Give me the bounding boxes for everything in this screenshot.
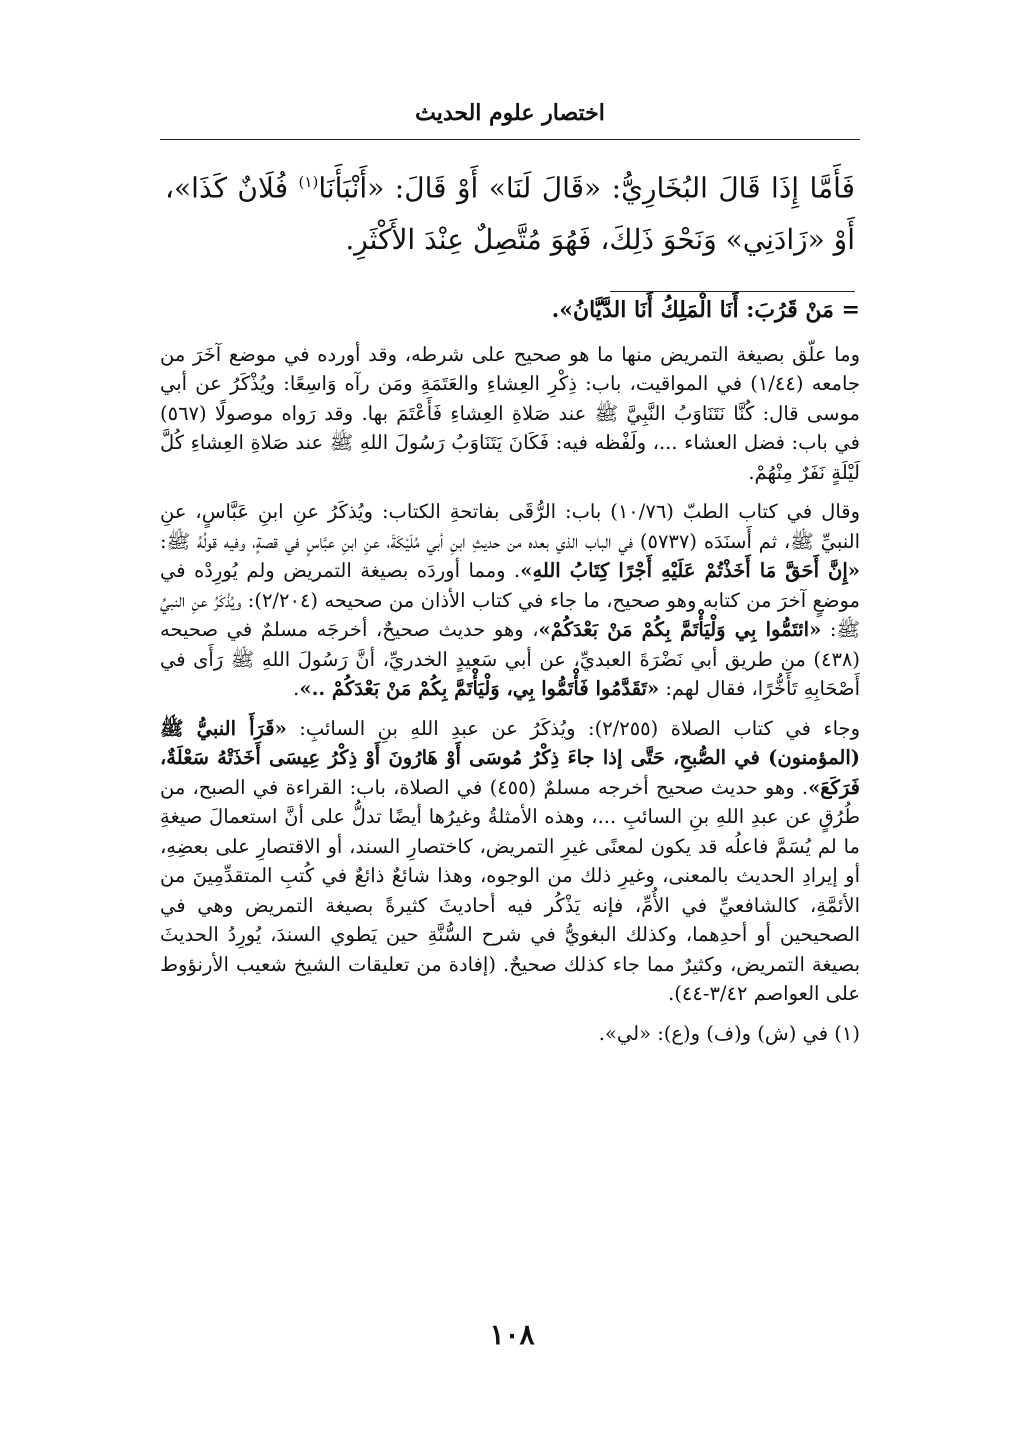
- note-paragraph-1: وما علّق بصيغة التمريض منها ما هو صحيح على شرطه، وقد أورده في موضع آخَرَ من جامعه (١/٤٤) في المواقيت، باب: ذِكْرِ العِشاءِ والعَتَمَةِ ومَن رآه وَاسِعًا: ويُذْكَرُ عن أبي موسى قال: كُنَّا نَتَنَاوَبُ النَّبِيَّ ﷺ عند صَلاةِ العِشاءِ فَأَعْتَمَ بها. وقد رَواه موصولًا (٥٦٧) في باب: فضل العشاء ...، ولَفْظه فيه: فَكَانَ يَتَنَاوَبُ رَسُولَ اللهِ ﷺ عند صَلاةِ العِشاءِ كُلَّ لَيْلَةٍ نَفَرٌ مِنْهُمْ.: [160, 342, 860, 484]
- hadith-quote-2: «ائتَمُّوا بِي وَلْيَأْتَمَّ بِكُمْ مَنْ بَعْدَكُمْ»: [538, 618, 822, 641]
- notes-section: [160, 296, 860, 1058]
- header-rule: [160, 139, 860, 140]
- main-text-part-1: فَأَمَّا إِذَا قَالَ البُخَارِيُّ: «قَالَ لَنَا» أَوْ قَالَ: «أَنْبَأَنَا: [318, 171, 855, 205]
- note-paragraph-2-a: وقال في كتاب الطبّ (١٠/٧٦) باب: الرُّقَى بفاتحةِ الكتاب: ويُذكَرُ عنِ ابنِ عَبَّاسٍ، عنِ النبيِّ ﷺ، ثم أَسنَدَه (٥٧٣٧) في الباب الذي بعده من حديثِ ابنِ أبي مُلَيْكَةَ، عنِ ابنِ عبَّاسٍ في قصةٍ، وفيه قولُهُ ﷺ:: [160, 500, 861, 553]
- note-paragraph-2-d: .: [293, 677, 300, 700]
- footnote-1: (١) في (ش) و(ف) و(ع): «لي».: [598, 1021, 860, 1045]
- note-paragraph-2-c: ، وهو حديث صحيحٌ، أخرجَه مسلمٌ في صحيحه (٤٣٨) من طريق أبي نَضْرَةَ العبديِّ، عن أبي سَعيدٍ الخدريِّ، أنَّ رَسُولَ اللهِ ﷺ رَأَى في أَصْحَابِهِ تَأَخُّرًا، فقال لهم:: [160, 618, 860, 700]
- hadith-quote-3: «تَقَدَّمُوا فَأْتَمُّوا بِي، وَلْيَأْتَمَّ بِكُمْ مَنْ بَعْدَكُمْ ..»: [299, 677, 660, 700]
- note-continuation-line: = مَنْ قَرُبَ: أَنَا الْمَلِكُ أَنَا الدَّيَّانُ».: [551, 297, 860, 323]
- note-paragraph-3-b: . وهو حديث صحيح أخرجه مسلمٌ (٤٥٥) في الصلاة، باب: القراءة في الصبح، من طُرُقٍ عن عبدِ اللهِ بنِ السائبِ ...، وهذه الأمثلةُ وغيرُها أيضًا تدلُّ على أنَّ استعمالَ صيغةِ ما لم يُسَمَّ فاعلُه قد يكون لمعنًى غيرِ التمريض، كاختصارِ السند، أو الاقتصارِ على بعضِهِ، أو إيرادِ الحديث بالمعنى، وغيرِ ذلك من الوجوه، وهذا شائعٌ ذائعٌ في كُتبِ المتقدِّمِينَ من الأئمَّةِ، كالشافعيِّ في الأُمِّ، فإنه يَذْكُر فيه أحاديثَ كثيرةً بصيغة التمريض وهي في الصحيحين أو أحدِهما، وكذلك البغويُّ في شرح السُّنَّةِ حين يَطوي السندَ، يُورِدُ الحديثَ بصيغة التمريض، وكثيرٌ مما جاء كذلك صحيحٌ. (إفادة من تعليقات الشيخ شعيب الأرنؤوط على العواصم ٣/٤٢-٤٤).: [160, 775, 860, 1005]
- page-number: ١٠٨: [489, 1318, 535, 1351]
- main-text-part-2: فُلَانٌ كَذَا»، أَوْ «زَادَنِي» وَنَحْوَ ذَلِكَ، فَهُوَ مُتَّصِلٌ عِنْدَ الأَكْثَرِ.: [165, 171, 855, 257]
- main-text: [165, 156, 855, 266]
- note-paragraph-3-a: وجاء في كتاب الصلاة (٢/٢٥٥): ويُذكَرُ عن عبدِ اللهِ بنِ السائبِ:: [286, 716, 860, 740]
- note-paragraph-2-b: . ومما أوردَه بصيغة التمريض ولم يُورِدْه في موضعٍ آخرَ من كتابه وهو صحيح، ما جاء في كتاب الأذان من صحيحه (٢/٢٠٤): ويُذْكَرُ عنِ النبيِّ ﷺ:: [160, 559, 860, 641]
- hadith-quote-4: «قَرَأَ النبيُّ ﷺ (المؤمنون) في الصُّبحِ، حَتَّى إذا جاءَ ذِكْرُ مُوسَى أَوْ هَارُونَ أَوْ ذِكْرُ عِيسَى أَخَذَتْهُ سَعْلَةٌ، فَرَكَعَ»: [160, 716, 860, 799]
- running-head: اختصار علوم الحديث: [415, 100, 605, 126]
- footnote-marker: (١): [298, 173, 319, 191]
- footnote-rule: [610, 291, 855, 292]
- note-paragraph-2: [160, 497, 860, 704]
- hadith-quote-1: «إِنَّ أَحَقَّ مَا أَخَذْتُمْ عَلَيْهِ أَجْرًا كِتَابُ اللهِ»: [520, 559, 860, 582]
- note-paragraph-3: [160, 714, 860, 1009]
